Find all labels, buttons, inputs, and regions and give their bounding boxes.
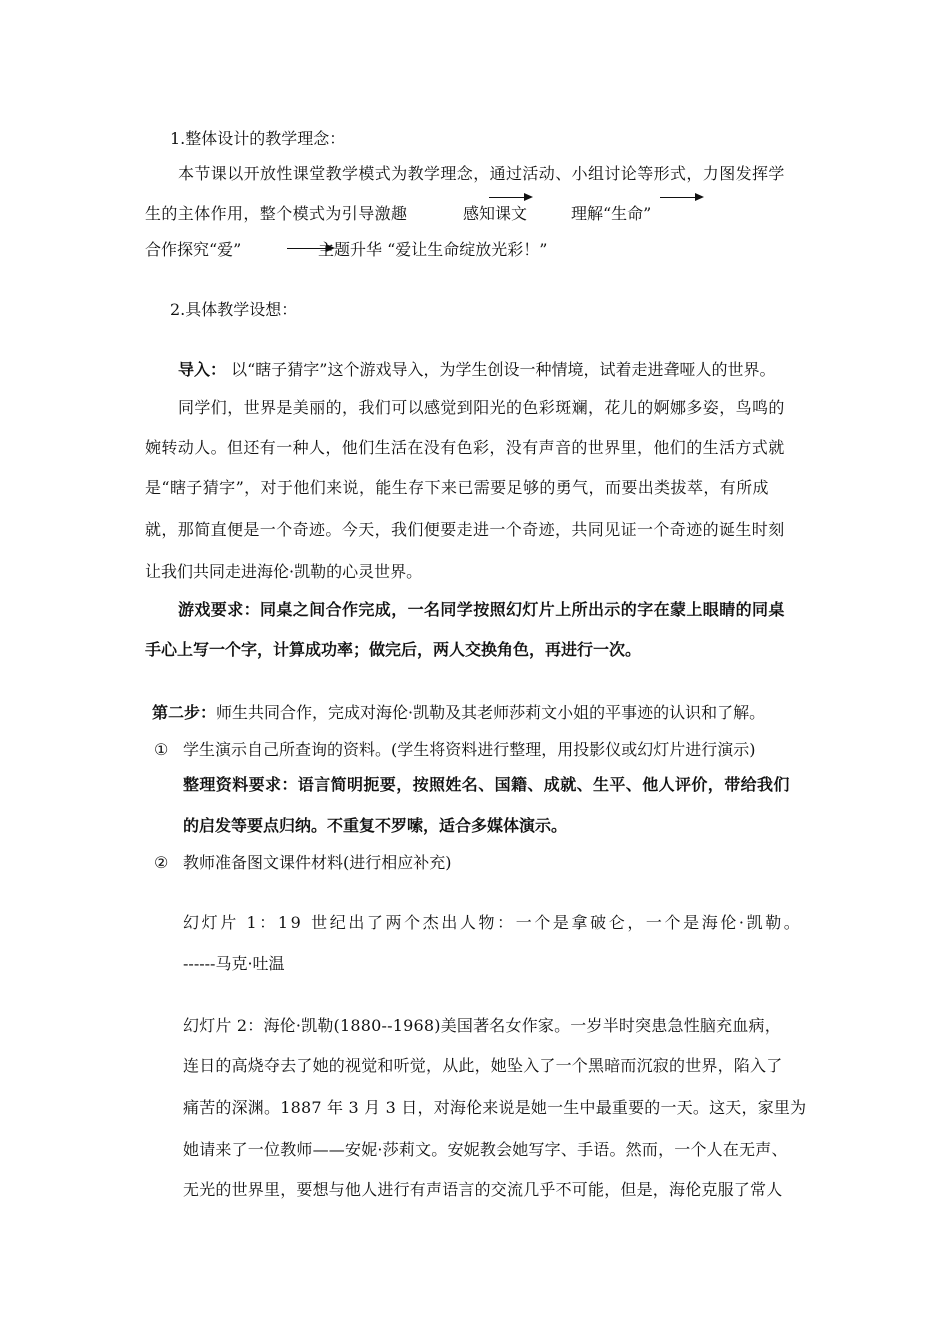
step2-line [152,703,765,723]
section2-heading: 2.具体教学设想： [170,300,298,319]
slide2-label: 幻灯片 2： [183,1016,264,1035]
slide2-text: 海伦·凯勒(1880--1968)美国著名女作家。一岁半时突患急性脑充血病， [263,1016,781,1035]
slide1-label: 幻灯片 1： [183,913,278,932]
section1-paragraph-line: 本节课以开放性课堂教学模式为教学理念，通过活动、小组讨论等形式，力图发挥学 [178,164,785,183]
flow-arrow-icon [660,197,702,198]
game-requirement-line: 手心上写一个字，计算成功率；做完后，两人交换角色，再进行一次。 [145,640,642,659]
list-number: ① [154,740,169,759]
step2-text: 师生共同合作，完成对海伦·凯勒及其老师莎莉文小姐的平事迹的认识和了解。 [216,703,766,722]
slide2-line: 连日的高烧夺去了她的视觉和听觉，从此，她坠入了一个黑暗而沉寂的世界，陷入了 [183,1056,783,1075]
intro-paragraph-line: 同学们，世界是美丽的，我们可以感觉到阳光的色彩斑斓，花儿的婀娜多姿，鸟鸣的 [178,398,785,417]
intro-line [178,360,775,380]
list-number: ② [154,853,169,872]
list-item-text: 学生演示自己所查询的资料。(学生将资料进行整理，用投影仪或幻灯片进行演示) [183,740,756,759]
flow-step-text: 主题升华 “爱让生命绽放光彩！” [318,240,548,259]
flow-step-text: 合作探究“爱” [145,240,242,259]
section1-heading: 1.整体设计的教学理念： [170,129,346,148]
section1-paragraph-line: 生的主体作用，整个模式为引导激趣 [145,204,408,223]
intro-paragraph-line: 就，那简直便是一个奇迹。今天，我们便要走进一个奇迹，共同见证一个奇迹的诞生时刻 [145,520,785,539]
slide1-line [183,913,802,933]
requirement-line: 整理资料要求：语言简明扼要，按照姓名、国籍、成就、生平、他人评价，带给我们 [183,775,790,794]
slide1-text: 19 世纪出了两个杰出人物：一个是拿破仑，一个是海伦·凯勒。 [277,913,803,932]
flow-step-text: 感知课文 [463,204,528,223]
slide2-line: 无光的世界里，要想与他人进行有声语言的交流几乎不可能，但是，海伦克服了常人 [183,1180,783,1199]
slide2-line: 痛苦的深渊。1887 年 3 月 3 日，对海伦来说是她一生中最重要的一天。这天，家里为 [183,1098,807,1117]
intro-text: 以“瞎子猜字”这个游戏导入，为学生创设一种情境，试着走进聋哑人的世界。 [226,360,776,379]
list-item-text: 教师准备图文课件材料(进行相应补充) [183,853,452,872]
flow-step-text: 理解“生命” [571,204,652,223]
flow-arrow-icon [489,197,531,198]
intro-paragraph-line: 婉转动人。但还有一种人，他们生活在没有色彩，没有声音的世界里，他们的生活方式就 [145,438,785,457]
slide1-attribution: ------马克·吐温 [183,954,285,973]
requirement-line: 的启发等要点归纳。不重复不罗嗦，适合多媒体演示。 [183,816,568,835]
slide2-line: 她请来了一位教师——安妮·莎莉文。安妮教会她写字、手语。然而，一个人在无声、 [183,1140,788,1159]
slide2-line [183,1016,781,1036]
game-requirement-line: 游戏要求：同桌之间合作完成，一名同学按照幻灯片上所出示的字在蒙上眼睛的同桌 [178,600,785,619]
intro-label: 导入： [178,360,227,379]
step2-label: 第二步： [152,703,217,722]
intro-paragraph-line: 是“瞎子猜字”，对于他们来说，能生存下来已需要足够的勇气，而要出类拔萃，有所成 [145,478,769,497]
intro-paragraph-line: 让我们共同走进海伦·凯勒的心灵世界。 [145,562,423,581]
